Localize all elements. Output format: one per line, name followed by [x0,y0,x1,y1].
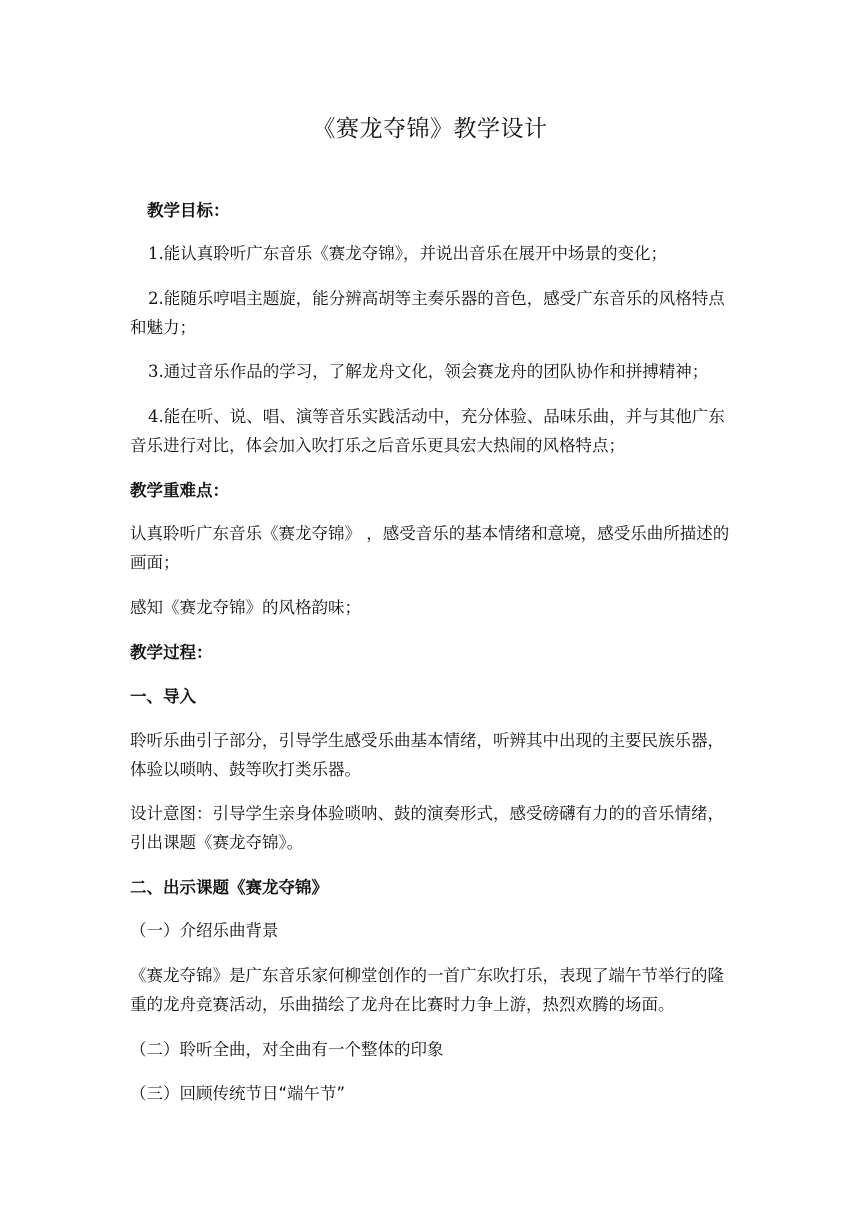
key-point-1: 认真聆听广东音乐《赛龙夺锦》 ，感受音乐的基本情绪和意境，感受乐曲所描述的画面； [130,524,730,572]
objective-item-1 [130,239,730,268]
objective-number: 3. [148,362,164,381]
objective-text: 通过音乐作品的学习，了解龙舟文化，领会赛龙舟的团队协作和拼搏精神； [163,362,709,381]
objective-number: 4. [148,407,164,426]
subsection-2: （二）聆听全曲，对全曲有一个整体的印象 [130,1040,444,1059]
process-heading: 教学过程： [130,643,213,662]
key-points-heading: 教学重难点： [130,481,229,500]
subsection-1-text: 《赛龙夺锦》是广东音乐家何柳堂创作的一首广东吹打乐，表现了端午节举行的隆重的龙舟竞赛活动，乐曲描绘了龙舟在比赛时力争上游，热烈欢腾的场面。 [130,966,724,1014]
section2-heading: 二、出示课题《赛龙夺锦》 [130,878,328,897]
subsection-3: （三）回顾传统节日“端午节” [130,1084,346,1103]
section1-heading: 一、导入 [130,687,196,706]
objective-text: 能随乐哼唱主题旋，能分辨高胡等主奏乐器的音色，感受广东音乐的风格特点和魅力； [130,289,725,337]
key-point-2: 感知《赛龙夺锦》的风格韵味； [130,598,361,617]
document-title: 《赛龙夺锦》教学设计 [312,116,548,142]
objective-item-3 [130,357,730,386]
objective-item-2 [130,284,730,342]
objective-number: 1. [148,244,164,263]
objective-item-4 [130,402,730,460]
section1-text: 聆听乐曲引子部分，引导学生感受乐曲基本情绪，听辨其中出现的主要民族乐器，体验以唢呐、鼓等吹打类乐器。 [130,731,724,779]
section1-intent: 设计意图：引导学生亲身体验唢呐、鼓的演奏形式，感受磅礴有力的的音乐情绪，引出课题《赛龙夺锦》。 [130,804,724,852]
objective-text: 能认真聆听广东音乐《赛龙夺锦》，并说出音乐在展开中场景的变化； [163,244,667,263]
objectives-heading: 教学目标： [147,201,230,220]
subsection-1: （一）介绍乐曲背景 [130,921,279,940]
objective-text: 能在听、说、唱、演等音乐实践活动中，充分体验、品味乐曲，并与其他广东音乐进行对比，体会加入吹打乐之后音乐更具宏大热闹的风格特点； [130,407,725,455]
objective-number: 2. [148,289,164,308]
